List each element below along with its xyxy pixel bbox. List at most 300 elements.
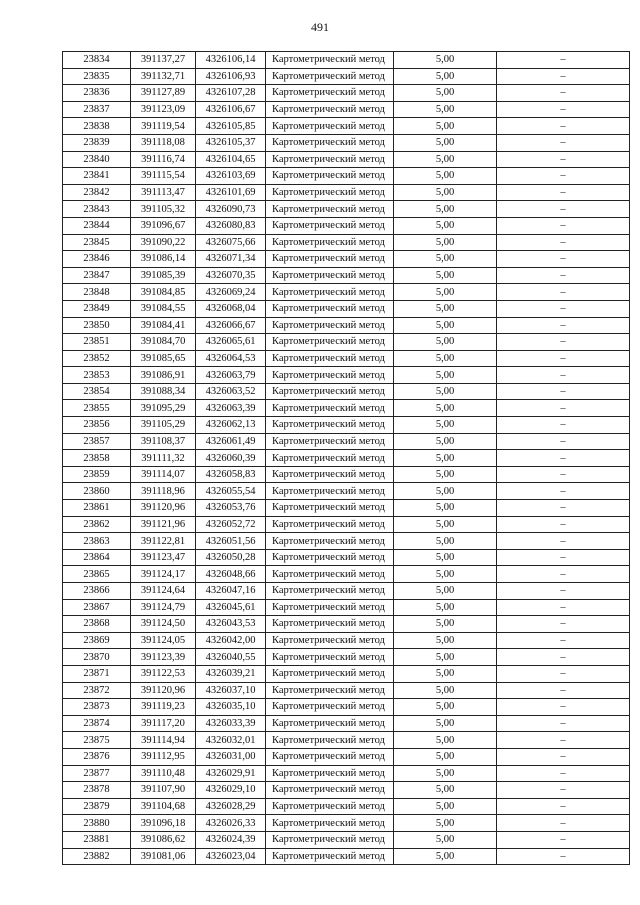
method-cell: Картометрический метод [266,765,394,782]
method-cell: Картометрический метод [266,118,394,135]
point-number-cell: 23852 [63,350,131,367]
point-number-cell: 23868 [63,616,131,633]
note-cell: – [497,732,630,749]
point-number-cell: 23838 [63,118,131,135]
accuracy-cell: 5,00 [394,417,497,434]
point-number-cell: 23855 [63,400,131,417]
accuracy-cell: 5,00 [394,85,497,102]
point-number-cell: 23879 [63,798,131,815]
point-number-cell: 23837 [63,101,131,118]
note-cell: – [497,367,630,384]
y-coordinate-cell: 4326052,72 [196,516,266,533]
point-number-cell: 23864 [63,549,131,566]
note-cell: – [497,433,630,450]
method-cell: Картометрический метод [266,616,394,633]
y-coordinate-cell: 4326035,10 [196,699,266,716]
table-row [63,533,630,550]
method-cell: Картометрический метод [266,317,394,334]
note-cell: – [497,350,630,367]
x-coordinate-cell: 391127,89 [131,85,196,102]
method-cell: Картометрический метод [266,815,394,832]
point-number-cell: 23862 [63,516,131,533]
accuracy-cell: 5,00 [394,383,497,400]
table-row [63,168,630,185]
y-coordinate-cell: 4326048,66 [196,566,266,583]
accuracy-cell: 5,00 [394,549,497,566]
note-cell: – [497,599,630,616]
method-cell: Картометрический метод [266,632,394,649]
table-row [63,151,630,168]
table-row [63,699,630,716]
accuracy-cell: 5,00 [394,118,497,135]
x-coordinate-cell: 391123,47 [131,549,196,566]
method-cell: Картометрический метод [266,400,394,417]
x-coordinate-cell: 391124,17 [131,566,196,583]
y-coordinate-cell: 4326062,13 [196,417,266,434]
note-cell: – [497,217,630,234]
method-cell: Картометрический метод [266,599,394,616]
point-number-cell: 23860 [63,483,131,500]
table-row [63,599,630,616]
y-coordinate-cell: 4326105,85 [196,118,266,135]
x-coordinate-cell: 391111,32 [131,450,196,467]
y-coordinate-cell: 4326026,33 [196,815,266,832]
y-coordinate-cell: 4326024,39 [196,831,266,848]
x-coordinate-cell: 391123,09 [131,101,196,118]
method-cell: Картометрический метод [266,483,394,500]
method-cell: Картометрический метод [266,732,394,749]
table-row [63,765,630,782]
accuracy-cell: 5,00 [394,599,497,616]
note-cell: – [497,184,630,201]
note-cell: – [497,583,630,600]
accuracy-cell: 5,00 [394,101,497,118]
table-row [63,483,630,500]
accuracy-cell: 5,00 [394,317,497,334]
x-coordinate-cell: 391112,95 [131,748,196,765]
accuracy-cell: 5,00 [394,52,497,69]
method-cell: Картометрический метод [266,383,394,400]
note-cell: – [497,85,630,102]
x-coordinate-cell: 391085,65 [131,350,196,367]
method-cell: Картометрический метод [266,101,394,118]
note-cell: – [497,134,630,151]
point-number-cell: 23875 [63,732,131,749]
table-row [63,782,630,799]
method-cell: Картометрический метод [266,583,394,600]
note-cell: – [497,400,630,417]
table-row [63,400,630,417]
table-row [63,267,630,284]
method-cell: Картометрический метод [266,782,394,799]
accuracy-cell: 5,00 [394,201,497,218]
y-coordinate-cell: 4326051,56 [196,533,266,550]
y-coordinate-cell: 4326029,91 [196,765,266,782]
point-number-cell: 23849 [63,300,131,317]
method-cell: Картометрический метод [266,748,394,765]
accuracy-cell: 5,00 [394,848,497,865]
table-row [63,815,630,832]
y-coordinate-cell: 4326042,00 [196,632,266,649]
method-cell: Картометрический метод [266,267,394,284]
accuracy-cell: 5,00 [394,251,497,268]
method-cell: Картометрический метод [266,201,394,218]
page-number: 491 [311,20,329,34]
point-number-cell: 23870 [63,649,131,666]
point-number-cell: 23841 [63,168,131,185]
table-row [63,616,630,633]
coordinates-table-body [63,52,630,865]
y-coordinate-cell: 4326106,67 [196,101,266,118]
table-row [63,217,630,234]
y-coordinate-cell: 4326070,35 [196,267,266,284]
note-cell: – [497,234,630,251]
table-row [63,632,630,649]
accuracy-cell: 5,00 [394,732,497,749]
table-row [63,682,630,699]
method-cell: Картометрический метод [266,798,394,815]
y-coordinate-cell: 4326104,65 [196,151,266,168]
note-cell: – [497,682,630,699]
accuracy-cell: 5,00 [394,217,497,234]
table-row [63,52,630,69]
y-coordinate-cell: 4326037,10 [196,682,266,699]
point-number-cell: 23858 [63,450,131,467]
point-number-cell: 23853 [63,367,131,384]
point-number-cell: 23850 [63,317,131,334]
note-cell: – [497,284,630,301]
method-cell: Картометрический метод [266,649,394,666]
x-coordinate-cell: 391122,53 [131,665,196,682]
accuracy-cell: 5,00 [394,665,497,682]
x-coordinate-cell: 391105,32 [131,201,196,218]
table-row [63,284,630,301]
x-coordinate-cell: 391120,96 [131,682,196,699]
method-cell: Картометрический метод [266,68,394,85]
accuracy-cell: 5,00 [394,68,497,85]
point-number-cell: 23846 [63,251,131,268]
method-cell: Картометрический метод [266,251,394,268]
point-number-cell: 23867 [63,599,131,616]
y-coordinate-cell: 4326063,39 [196,400,266,417]
x-coordinate-cell: 391084,41 [131,317,196,334]
table-row [63,649,630,666]
accuracy-cell: 5,00 [394,367,497,384]
accuracy-cell: 5,00 [394,831,497,848]
x-coordinate-cell: 391084,70 [131,334,196,351]
note-cell: – [497,201,630,218]
method-cell: Картометрический метод [266,234,394,251]
y-coordinate-cell: 4326107,28 [196,85,266,102]
method-cell: Картометрический метод [266,533,394,550]
accuracy-cell: 5,00 [394,782,497,799]
x-coordinate-cell: 391086,14 [131,251,196,268]
table-row [63,251,630,268]
y-coordinate-cell: 4326055,54 [196,483,266,500]
x-coordinate-cell: 391115,54 [131,168,196,185]
table-row [63,184,630,201]
accuracy-cell: 5,00 [394,466,497,483]
y-coordinate-cell: 4326043,53 [196,616,266,633]
x-coordinate-cell: 391107,90 [131,782,196,799]
note-cell: – [497,665,630,682]
x-coordinate-cell: 391122,81 [131,533,196,550]
table-row [63,383,630,400]
table-row [63,118,630,135]
accuracy-cell: 5,00 [394,566,497,583]
y-coordinate-cell: 4326103,69 [196,168,266,185]
table-row [63,466,630,483]
point-number-cell: 23836 [63,85,131,102]
note-cell: – [497,798,630,815]
table-row [63,848,630,865]
method-cell: Картометрический метод [266,334,394,351]
method-cell: Картометрический метод [266,151,394,168]
note-cell: – [497,632,630,649]
method-cell: Картометрический метод [266,699,394,716]
x-coordinate-cell: 391123,39 [131,649,196,666]
note-cell: – [497,649,630,666]
y-coordinate-cell: 4326058,83 [196,466,266,483]
accuracy-cell: 5,00 [394,267,497,284]
y-coordinate-cell: 4326105,37 [196,134,266,151]
table-row [63,566,630,583]
point-number-cell: 23839 [63,134,131,151]
table-row [63,549,630,566]
point-number-cell: 23866 [63,583,131,600]
note-cell: – [497,815,630,832]
y-coordinate-cell: 4326065,61 [196,334,266,351]
table-row [63,350,630,367]
y-coordinate-cell: 4326064,53 [196,350,266,367]
method-cell: Картометрический метод [266,85,394,102]
method-cell: Картометрический метод [266,300,394,317]
point-number-cell: 23865 [63,566,131,583]
note-cell: – [497,68,630,85]
y-coordinate-cell: 4326066,67 [196,317,266,334]
method-cell: Картометрический метод [266,350,394,367]
method-cell: Картометрический метод [266,500,394,517]
x-coordinate-cell: 391119,23 [131,699,196,716]
point-number-cell: 23869 [63,632,131,649]
accuracy-cell: 5,00 [394,715,497,732]
note-cell: – [497,417,630,434]
method-cell: Картометрический метод [266,831,394,848]
method-cell: Картометрический метод [266,715,394,732]
note-cell: – [497,317,630,334]
note-cell: – [497,616,630,633]
y-coordinate-cell: 4326045,61 [196,599,266,616]
x-coordinate-cell: 391088,34 [131,383,196,400]
table-row [63,201,630,218]
accuracy-cell: 5,00 [394,748,497,765]
table-row [63,450,630,467]
x-coordinate-cell: 391090,22 [131,234,196,251]
note-cell: – [497,765,630,782]
note-cell: – [497,168,630,185]
x-coordinate-cell: 391084,85 [131,284,196,301]
y-coordinate-cell: 4326039,21 [196,665,266,682]
table-row [63,831,630,848]
point-number-cell: 23873 [63,699,131,716]
method-cell: Картометрический метод [266,433,394,450]
table-row [63,234,630,251]
table-row [63,334,630,351]
note-cell: – [497,500,630,517]
y-coordinate-cell: 4326047,16 [196,583,266,600]
x-coordinate-cell: 391085,39 [131,267,196,284]
y-coordinate-cell: 4326069,24 [196,284,266,301]
y-coordinate-cell: 4326023,04 [196,848,266,865]
accuracy-cell: 5,00 [394,450,497,467]
x-coordinate-cell: 391096,67 [131,217,196,234]
table-row [63,715,630,732]
accuracy-cell: 5,00 [394,616,497,633]
y-coordinate-cell: 4326032,01 [196,732,266,749]
accuracy-cell: 5,00 [394,334,497,351]
accuracy-cell: 5,00 [394,400,497,417]
method-cell: Картометрический метод [266,417,394,434]
note-cell: – [497,300,630,317]
note-cell: – [497,101,630,118]
x-coordinate-cell: 391119,54 [131,118,196,135]
y-coordinate-cell: 4326090,73 [196,201,266,218]
note-cell: – [497,251,630,268]
note-cell: – [497,831,630,848]
note-cell: – [497,533,630,550]
table-row [63,134,630,151]
method-cell: Картометрический метод [266,367,394,384]
accuracy-cell: 5,00 [394,516,497,533]
point-number-cell: 23856 [63,417,131,434]
note-cell: – [497,715,630,732]
y-coordinate-cell: 4326080,83 [196,217,266,234]
y-coordinate-cell: 4326053,76 [196,500,266,517]
point-number-cell: 23857 [63,433,131,450]
accuracy-cell: 5,00 [394,184,497,201]
accuracy-cell: 5,00 [394,500,497,517]
method-cell: Картометрический метод [266,516,394,533]
x-coordinate-cell: 391114,94 [131,732,196,749]
y-coordinate-cell: 4326106,93 [196,68,266,85]
accuracy-cell: 5,00 [394,765,497,782]
table-row [63,798,630,815]
table-row [63,583,630,600]
x-coordinate-cell: 391086,91 [131,367,196,384]
point-number-cell: 23835 [63,68,131,85]
table-row [63,433,630,450]
x-coordinate-cell: 391113,47 [131,184,196,201]
method-cell: Картометрический метод [266,450,394,467]
table-row [63,101,630,118]
x-coordinate-cell: 391095,29 [131,400,196,417]
x-coordinate-cell: 391081,06 [131,848,196,865]
table-row [63,85,630,102]
x-coordinate-cell: 391124,50 [131,616,196,633]
y-coordinate-cell: 4326033,39 [196,715,266,732]
note-cell: – [497,151,630,168]
point-number-cell: 23851 [63,334,131,351]
point-number-cell: 23876 [63,748,131,765]
table-row [63,317,630,334]
y-coordinate-cell: 4326028,29 [196,798,266,815]
accuracy-cell: 5,00 [394,151,497,168]
point-number-cell: 23859 [63,466,131,483]
note-cell: – [497,782,630,799]
accuracy-cell: 5,00 [394,815,497,832]
coordinates-table [62,51,630,865]
y-coordinate-cell: 4326101,69 [196,184,266,201]
accuracy-cell: 5,00 [394,350,497,367]
point-number-cell: 23872 [63,682,131,699]
accuracy-cell: 5,00 [394,134,497,151]
x-coordinate-cell: 391117,20 [131,715,196,732]
point-number-cell: 23854 [63,383,131,400]
method-cell: Картометрический метод [266,682,394,699]
y-coordinate-cell: 4326031,00 [196,748,266,765]
x-coordinate-cell: 391084,55 [131,300,196,317]
method-cell: Картометрический метод [266,549,394,566]
point-number-cell: 23848 [63,284,131,301]
accuracy-cell: 5,00 [394,798,497,815]
accuracy-cell: 5,00 [394,632,497,649]
note-cell: – [497,118,630,135]
method-cell: Картометрический метод [266,284,394,301]
table-row [63,68,630,85]
y-coordinate-cell: 4326075,66 [196,234,266,251]
x-coordinate-cell: 391114,07 [131,466,196,483]
point-number-cell: 23882 [63,848,131,865]
note-cell: – [497,848,630,865]
method-cell: Картометрический метод [266,217,394,234]
y-coordinate-cell: 4326063,79 [196,367,266,384]
x-coordinate-cell: 391108,37 [131,433,196,450]
point-number-cell: 23842 [63,184,131,201]
accuracy-cell: 5,00 [394,234,497,251]
x-coordinate-cell: 391105,29 [131,417,196,434]
y-coordinate-cell: 4326060,39 [196,450,266,467]
y-coordinate-cell: 4326029,10 [196,782,266,799]
table-row [63,417,630,434]
point-number-cell: 23834 [63,52,131,69]
accuracy-cell: 5,00 [394,168,497,185]
point-number-cell: 23863 [63,533,131,550]
y-coordinate-cell: 4326068,04 [196,300,266,317]
method-cell: Картометрический метод [266,665,394,682]
table-row [63,300,630,317]
note-cell: – [497,267,630,284]
note-cell: – [497,52,630,69]
x-coordinate-cell: 391118,08 [131,134,196,151]
accuracy-cell: 5,00 [394,533,497,550]
accuracy-cell: 5,00 [394,284,497,301]
note-cell: – [497,383,630,400]
note-cell: – [497,516,630,533]
x-coordinate-cell: 391118,96 [131,483,196,500]
method-cell: Картометрический метод [266,168,394,185]
note-cell: – [497,334,630,351]
note-cell: – [497,699,630,716]
x-coordinate-cell: 391137,27 [131,52,196,69]
note-cell: – [497,466,630,483]
point-number-cell: 23845 [63,234,131,251]
note-cell: – [497,748,630,765]
point-number-cell: 23861 [63,500,131,517]
point-number-cell: 23881 [63,831,131,848]
x-coordinate-cell: 391116,74 [131,151,196,168]
method-cell: Картометрический метод [266,52,394,69]
x-coordinate-cell: 391120,96 [131,500,196,517]
